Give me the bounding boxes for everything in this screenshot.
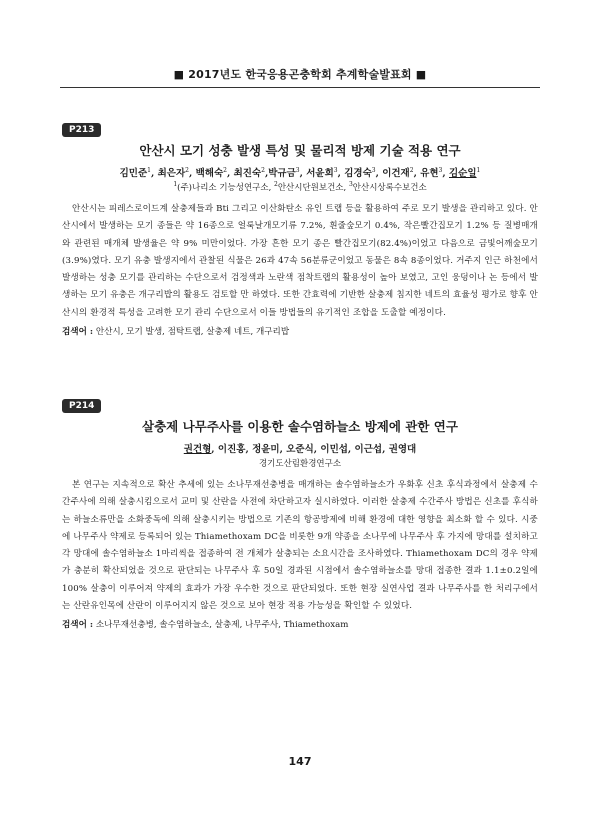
author: 김경숙$^3$ [344,166,376,179]
author: 김민준$^1$ [119,166,151,179]
keywords-text: 안산시, 모기 발생, 점탁트랩, 살충제 네트, 개구리밥 [95,327,290,338]
author: 백해숙$^2$ [195,166,227,179]
author: 정윤미 [252,444,280,455]
abstract-p214 [62,393,538,630]
header-rule [60,87,540,88]
keywords-label: 검색어 : [62,327,94,338]
author: 유현$^3$ [420,166,443,179]
keywords-label: 검색어 : [62,620,94,631]
abstract-title: 살충제 나무주사를 이용한 솔수염하늘소 방제에 관한 연구 [142,419,458,434]
keywords-text: 소나무재선충병, 솔수염하늘소, 살충제, 나무주사, Thiamethoxam [95,620,349,631]
running-header: ■ 2017년도 한국응용곤충학회 추계학술발표회 ■ [173,68,427,81]
keywords [62,325,538,337]
abstract-title: 안산시 모기 성충 발생 특성 및 물리적 방제 기술 적용 연구 [139,143,461,158]
corresponding-author: 김순일$^1$ [449,166,481,179]
author: 이진홍 [217,444,246,455]
page-number: 147 [288,755,312,768]
author: 이민섭 [320,444,348,455]
keywords [62,618,538,630]
affiliations: $^1$(주)나리소 기능성연구소, $^2$안산시단원보건소, $^3$안산시상록수보건소 [173,181,427,193]
author: 이근섭 [354,444,383,455]
abstract-p213 [62,117,538,337]
abstract-body: 안산시는 피레스로이드계 살충제들과 Bti 그리고 이산화탄소 유인 트랩 등을 활용하여 주로 모기 발생을 관리하고 있다. 안산시에서 발생하는 모기 종들은 약 16종으로 얼룩날개모기류 7.2%, 흰줄숲모기 0.4%, 작은빨간집모기 1.2% 등 질병매개와 관련된 매개체 발생율은 약 9% 미만이었다. 가장 흔한 모기 종은 빨간집모기(82.4%)이었고 다음으로 금빛어깨숲모기(3.9%)였다. 모기 유충 발생지에서 관찰된 식물은 26과 47속 56분류군이었고 동물은 8속 8종이었다. 거주지 인근 하천에서 발생하는 성충 모기를 관리하는 수단으로서 검정색과 노란색 점착트랩의 활용성이 높아 보였고, 고인 웅덩이나 논 등에서 발생하는 모기 유충은 개구리밥의 활용도 검토할 만 하였다. 또한 간효력에 기반한 살충제 침지한 네트의 효율성 평가로 향후 안산시의 환경적 특성을 고려한 모기 관리 수단으로서 이들 방법들의 유기적인 조합을 도출할 예정이다. [62,204,538,318]
abstract-body: 본 연구는 지속적으로 확산 추세에 있는 소나무재선충병을 매개하는 솔수염하늘소가 우화후 신초 후식과정에서 살충제 수간주사에 의해 살충시킴으로서 교미 및 산란을 사전에 차단하고자 실시하였다. 이러한 살충제 수간주사 방법은 신초를 후식하는 하늘소류만을 소화중독에 의해 살충시키는 방법으로 기존의 항공방제에 비해 환경에 대한 영향을 최소화 할 수 있다. 시중에 나무주사 약제로 등록되어 있는 Thiamethoxam DC을 비롯한 9개 약종을 소나무에 나무주사 후 가지에 망대를 설치하고 각 망대에 솔수염하늘소 1마리씩을 접종하여 전 개체가 살충되는 소요시간을 조사하였다. Thiamethoxam DC의 경우 약제가 충분히 확산되었을 것으로 판단되는 나무주사 후 50일 경과된 시점에서 솔수염하늘소를 망대 접종한 결과 1.1±0.2일에 100% 살충이 이루어져 약제의 효과가 가장 우수한 것으로 판단되었다. 또한 현장 실연사업 결과 나무주사를 한 처리구에서는 산란유인목에 산란이 이루어지지 않은 것으로 보아 현장 적용 가능성을 확인할 수 있었다. [62,480,538,612]
author-list: 권건형, 이진홍, 정윤미, 오준식, 이민섭, 이근섭, 권영대 [183,444,417,455]
author-list: 김민준$^1$, 최은자$^2$, 백해숙$^2$, 최진숙$^2$,박규금$^3$, 서윤희$^3$, 김경숙$^3$, 이건재$^2$, 유현$^3$, 김순일$^1$ [119,166,481,179]
abstract-id-badge: P213 [62,123,101,137]
author: 권영대 [388,444,417,455]
affiliations: 경기도산림환경연구소 [258,459,342,469]
author: 오준식 [286,444,314,455]
abstract-id-badge: P214 [62,399,101,413]
author: 최은자$^2$ [157,166,189,179]
author: 최진숙$^2$ [233,166,265,179]
author: 이건재$^2$ [382,166,414,179]
author: 박규금$^3$ [268,166,300,179]
author: 서윤희$^3$ [306,166,338,179]
corresponding-author: 권건형 [183,444,212,455]
